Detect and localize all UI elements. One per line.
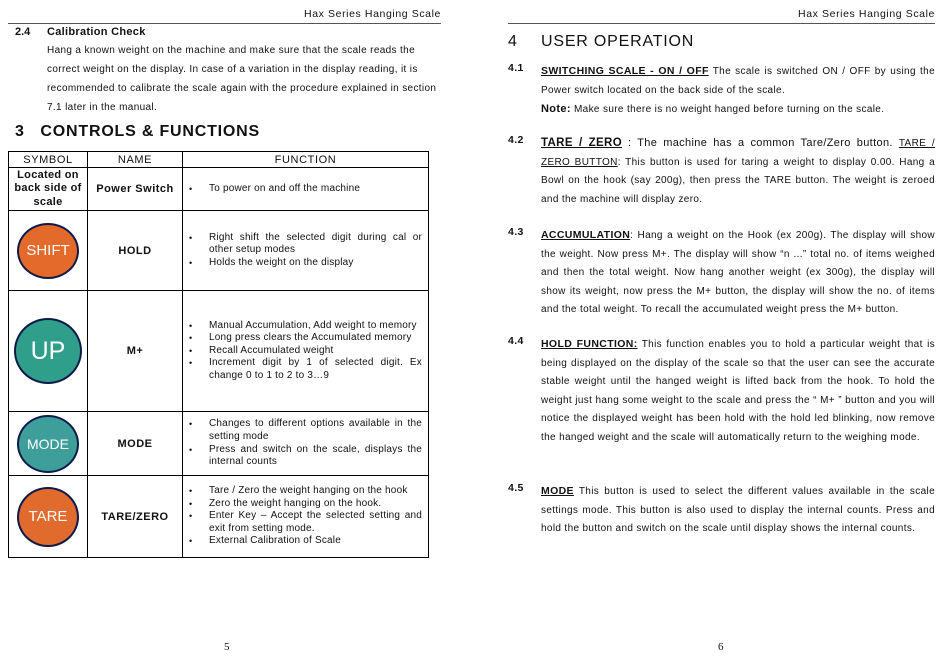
header-symbol: SYMBOL <box>9 152 88 168</box>
item-text <box>541 335 935 447</box>
item-number: 4.4 <box>508 335 524 347</box>
item-keyword: MODE <box>541 485 574 497</box>
name-cell: MODE <box>88 412 183 476</box>
function-cell <box>183 211 429 291</box>
item-body: : This button is used for taring a weight to display 0.00. Hang a Bowl on the hook (say 200g), then press the TARE button. The weight is zeroed and the machine will display zero. <box>541 156 935 205</box>
up-key-icon: UP <box>14 318 82 384</box>
function-item: • Manual Accumulation, Add weight to memory <box>187 320 422 333</box>
function-item: • Enter Key – Accept the selected setting and exit from setting mode. <box>187 510 422 535</box>
symbol-cell <box>9 412 88 476</box>
name-cell: HOLD <box>88 211 183 291</box>
item-body: This function enables you to hold a particular weight that is being displayed on the display of the scale so that the user can see the accurate stable weight until the hanged weight is lifted back from the hook. To hold the weight just hang some weight to the scale and press the “ M+ ” button and you will notice the displayed weight has been hold with the hold led blinking, now remove the hanged weight and the scale will automatically return to the weighing mode. <box>541 339 935 443</box>
header-function: FUNCTION <box>183 152 429 168</box>
section-2-4-title: Calibration Check <box>47 26 146 38</box>
item-lead: : The machine has a common Tare/Zero button. <box>622 137 899 149</box>
table-row <box>9 412 429 476</box>
function-item: • Press and switch on the scale, displays the internal counts <box>187 444 422 469</box>
note-text: Make sure there is no weight hanged before turning on the scale. <box>570 104 885 115</box>
item-keyword: TARE / ZERO <box>541 137 623 149</box>
symbol-cell <box>9 291 88 412</box>
header-rule <box>8 23 441 24</box>
name-cell: TARE/ZERO <box>88 476 183 558</box>
function-cell <box>183 291 429 412</box>
page-number: 5 <box>224 641 230 653</box>
function-cell <box>183 476 429 558</box>
item-keyword: SWITCHING SCALE - ON / OFF <box>541 65 709 77</box>
table-row <box>9 291 429 412</box>
symbol-cell <box>9 211 88 291</box>
note-label: Note: <box>541 103 571 115</box>
function-item: • Increment digit by 1 of selected digit. Ex change 0 to 1 to 2 to 3…9 <box>187 357 422 382</box>
item-body: : Hang a weight on the Hook (ex 200g). The display will show the weight. Now press M+. The display will show “n ...” total no. of items weighed and then the total weight. Now hang another weight (ex 300g), the display will show its weight, now press the M+ button, the display will show the no. of items and the total weight. To recall the accumulated weight press the M+ button. <box>541 230 935 315</box>
section-3-title: 3 CONTROLS & FUNCTIONS <box>15 123 260 140</box>
mode-key-icon: MODE <box>17 415 79 473</box>
function-cell <box>183 412 429 476</box>
tare-key-icon: TARE <box>17 487 79 547</box>
item-body: The scale is switched ON / OFF by using the Power switch located on the back side of the scale. <box>541 66 935 96</box>
controls-table <box>8 151 429 558</box>
item-underlined: TARE / ZERO BUTTON <box>541 138 935 168</box>
item-keyword: ACCUMULATION <box>541 229 631 241</box>
item-number: 4.1 <box>508 62 524 74</box>
section-2-4-number: 2.4 <box>15 26 31 38</box>
running-header: Hax Series Hanging Scale <box>304 8 441 20</box>
item-number: 4.2 <box>508 134 524 146</box>
name-cell: Power Switch <box>88 168 183 211</box>
header-rule <box>508 23 935 24</box>
function-item: • To power on and off the machine <box>187 183 422 196</box>
function-item: • External Calibration of Scale <box>187 535 422 548</box>
item-text <box>541 482 935 539</box>
item-number: 4.5 <box>508 482 524 494</box>
symbol-cell <box>9 168 88 211</box>
section-4-title: USER OPERATION <box>541 33 695 50</box>
symbol-cell <box>9 476 88 558</box>
item-text <box>541 62 935 120</box>
section-2-4-body: Hang a known weight on the machine and make sure that the scale reads the correct weight on the display. In case of a variation in the display reading, it is recommended to calibrate the scale again with the procedure explained in section 7.1 later in the manual. <box>47 45 437 113</box>
header-name: NAME <box>88 152 183 168</box>
right-page <box>475 0 950 659</box>
table-header-row <box>9 152 429 168</box>
item-keyword: HOLD FUNCTION: <box>541 338 638 350</box>
page-number: 6 <box>718 641 724 653</box>
table-row <box>9 211 429 291</box>
function-item: • Holds the weight on the display <box>187 257 422 270</box>
function-item: • Recall Accumulated weight <box>187 345 422 358</box>
symbol-location-text: Located on back side of scale <box>14 168 82 208</box>
function-item: • Zero the weight hanging on the hook. <box>187 498 422 511</box>
function-cell <box>183 168 429 211</box>
function-item: • Right shift the selected digit during cal or other setup modes <box>187 232 422 257</box>
item-number: 4.3 <box>508 226 524 238</box>
shift-key-icon: SHIFT <box>17 223 79 279</box>
function-item: • Changes to different options available in the setting mode <box>187 418 422 443</box>
running-header: Hax Series Hanging Scale <box>798 8 935 20</box>
section-4-number: 4 <box>508 33 518 50</box>
table-row <box>9 168 429 211</box>
table-row <box>9 476 429 558</box>
function-item: • Long press clears the Accumulated memory <box>187 332 422 345</box>
function-item: • Tare / Zero the weight hanging on the hook <box>187 485 422 498</box>
item-text <box>541 134 935 209</box>
name-cell: M+ <box>88 291 183 412</box>
item-text <box>541 226 935 320</box>
item-body: This button is used to select the different values available in the scale settings mode. This button is also used to display the internal counts. Press and hold the button and switch on the scale until display shows the internal counts. <box>541 486 935 534</box>
